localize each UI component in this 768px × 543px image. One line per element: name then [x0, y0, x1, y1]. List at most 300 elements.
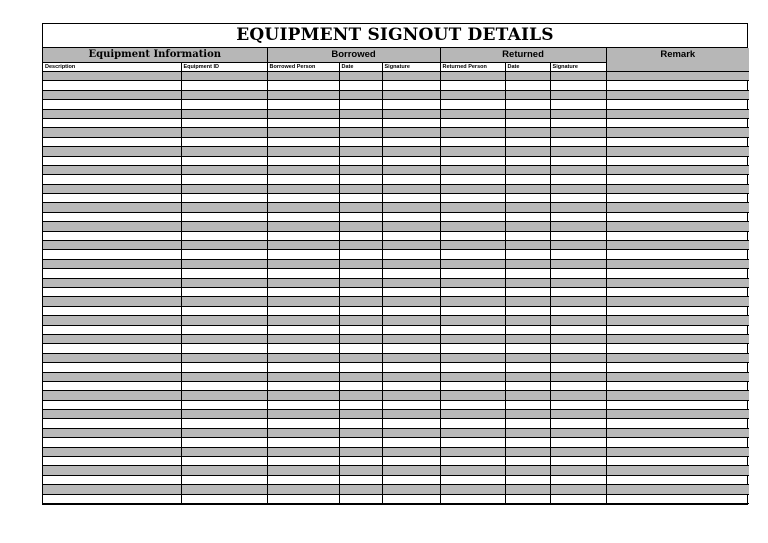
cell-returned-signature[interactable]	[550, 306, 606, 315]
cell-description[interactable]	[43, 457, 181, 466]
cell-remark[interactable]	[606, 175, 749, 184]
cell-borrowed-date[interactable]	[339, 231, 382, 240]
cell-equipment-id[interactable]	[181, 128, 267, 137]
cell-equipment-id[interactable]	[181, 316, 267, 325]
cell-equipment-id[interactable]	[181, 109, 267, 118]
cell-returned-date[interactable]	[505, 287, 550, 296]
cell-returned-date[interactable]	[505, 203, 550, 212]
cell-description[interactable]	[43, 325, 181, 334]
cell-returned-person[interactable]	[440, 494, 505, 503]
cell-description[interactable]	[43, 363, 181, 372]
cell-equipment-id[interactable]	[181, 428, 267, 437]
cell-borrowed-date[interactable]	[339, 438, 382, 447]
cell-borrowed-date[interactable]	[339, 128, 382, 137]
cell-borrowed-date[interactable]	[339, 297, 382, 306]
cell-equipment-id[interactable]	[181, 475, 267, 484]
cell-equipment-id[interactable]	[181, 269, 267, 278]
cell-borrowed-date[interactable]	[339, 466, 382, 475]
cell-returned-person[interactable]	[440, 400, 505, 409]
cell-returned-signature[interactable]	[550, 231, 606, 240]
cell-equipment-id[interactable]	[181, 118, 267, 127]
cell-remark[interactable]	[606, 485, 749, 494]
cell-borrowed-signature[interactable]	[382, 278, 440, 287]
cell-description[interactable]	[43, 438, 181, 447]
cell-borrowed-date[interactable]	[339, 100, 382, 109]
cell-borrowed-person[interactable]	[267, 297, 339, 306]
cell-returned-signature[interactable]	[550, 222, 606, 231]
cell-remark[interactable]	[606, 109, 749, 118]
cell-returned-date[interactable]	[505, 447, 550, 456]
cell-equipment-id[interactable]	[181, 363, 267, 372]
cell-description[interactable]	[43, 156, 181, 165]
cell-returned-signature[interactable]	[550, 485, 606, 494]
cell-borrowed-signature[interactable]	[382, 118, 440, 127]
cell-returned-date[interactable]	[505, 410, 550, 419]
cell-borrowed-signature[interactable]	[382, 334, 440, 343]
cell-returned-person[interactable]	[440, 156, 505, 165]
cell-borrowed-signature[interactable]	[382, 203, 440, 212]
cell-equipment-id[interactable]	[181, 175, 267, 184]
cell-returned-signature[interactable]	[550, 457, 606, 466]
cell-description[interactable]	[43, 165, 181, 174]
cell-returned-person[interactable]	[440, 175, 505, 184]
cell-returned-person[interactable]	[440, 269, 505, 278]
cell-remark[interactable]	[606, 212, 749, 221]
cell-borrowed-date[interactable]	[339, 475, 382, 484]
cell-borrowed-person[interactable]	[267, 137, 339, 146]
cell-returned-person[interactable]	[440, 306, 505, 315]
cell-borrowed-signature[interactable]	[382, 447, 440, 456]
cell-returned-person[interactable]	[440, 118, 505, 127]
cell-returned-person[interactable]	[440, 457, 505, 466]
cell-equipment-id[interactable]	[181, 100, 267, 109]
cell-borrowed-signature[interactable]	[382, 372, 440, 381]
cell-returned-person[interactable]	[440, 428, 505, 437]
cell-description[interactable]	[43, 184, 181, 193]
cell-borrowed-date[interactable]	[339, 325, 382, 334]
cell-returned-signature[interactable]	[550, 381, 606, 390]
cell-description[interactable]	[43, 466, 181, 475]
cell-returned-person[interactable]	[440, 241, 505, 250]
cell-returned-date[interactable]	[505, 147, 550, 156]
cell-description[interactable]	[43, 306, 181, 315]
cell-remark[interactable]	[606, 494, 749, 503]
cell-borrowed-date[interactable]	[339, 287, 382, 296]
cell-equipment-id[interactable]	[181, 90, 267, 99]
cell-borrowed-person[interactable]	[267, 128, 339, 137]
cell-borrowed-signature[interactable]	[382, 287, 440, 296]
cell-returned-signature[interactable]	[550, 165, 606, 174]
cell-returned-signature[interactable]	[550, 109, 606, 118]
cell-borrowed-date[interactable]	[339, 259, 382, 268]
cell-returned-date[interactable]	[505, 269, 550, 278]
cell-borrowed-date[interactable]	[339, 137, 382, 146]
cell-returned-date[interactable]	[505, 175, 550, 184]
cell-borrowed-signature[interactable]	[382, 381, 440, 390]
cell-description[interactable]	[43, 241, 181, 250]
cell-returned-date[interactable]	[505, 241, 550, 250]
cell-returned-date[interactable]	[505, 485, 550, 494]
cell-returned-date[interactable]	[505, 334, 550, 343]
cell-borrowed-signature[interactable]	[382, 419, 440, 428]
cell-equipment-id[interactable]	[181, 287, 267, 296]
cell-remark[interactable]	[606, 438, 749, 447]
cell-borrowed-signature[interactable]	[382, 494, 440, 503]
cell-description[interactable]	[43, 118, 181, 127]
cell-remark[interactable]	[606, 334, 749, 343]
cell-returned-date[interactable]	[505, 494, 550, 503]
cell-remark[interactable]	[606, 81, 749, 90]
cell-borrowed-signature[interactable]	[382, 147, 440, 156]
cell-borrowed-date[interactable]	[339, 250, 382, 259]
cell-returned-person[interactable]	[440, 334, 505, 343]
cell-borrowed-signature[interactable]	[382, 156, 440, 165]
cell-returned-person[interactable]	[440, 297, 505, 306]
cell-description[interactable]	[43, 278, 181, 287]
cell-returned-signature[interactable]	[550, 372, 606, 381]
cell-description[interactable]	[43, 109, 181, 118]
cell-borrowed-date[interactable]	[339, 372, 382, 381]
cell-borrowed-date[interactable]	[339, 109, 382, 118]
cell-equipment-id[interactable]	[181, 372, 267, 381]
cell-returned-signature[interactable]	[550, 100, 606, 109]
cell-equipment-id[interactable]	[181, 231, 267, 240]
cell-borrowed-person[interactable]	[267, 372, 339, 381]
cell-description[interactable]	[43, 81, 181, 90]
cell-returned-person[interactable]	[440, 212, 505, 221]
cell-returned-person[interactable]	[440, 381, 505, 390]
cell-remark[interactable]	[606, 278, 749, 287]
cell-returned-person[interactable]	[440, 410, 505, 419]
cell-description[interactable]	[43, 419, 181, 428]
cell-remark[interactable]	[606, 410, 749, 419]
cell-borrowed-person[interactable]	[267, 353, 339, 362]
cell-returned-signature[interactable]	[550, 316, 606, 325]
cell-returned-signature[interactable]	[550, 81, 606, 90]
cell-remark[interactable]	[606, 156, 749, 165]
cell-remark[interactable]	[606, 128, 749, 137]
cell-returned-date[interactable]	[505, 90, 550, 99]
cell-returned-signature[interactable]	[550, 400, 606, 409]
cell-borrowed-signature[interactable]	[382, 297, 440, 306]
cell-equipment-id[interactable]	[181, 400, 267, 409]
cell-returned-person[interactable]	[440, 278, 505, 287]
cell-returned-person[interactable]	[440, 231, 505, 240]
cell-borrowed-person[interactable]	[267, 316, 339, 325]
cell-equipment-id[interactable]	[181, 353, 267, 362]
cell-equipment-id[interactable]	[181, 241, 267, 250]
cell-returned-person[interactable]	[440, 90, 505, 99]
cell-returned-person[interactable]	[440, 165, 505, 174]
cell-equipment-id[interactable]	[181, 419, 267, 428]
cell-remark[interactable]	[606, 269, 749, 278]
cell-returned-date[interactable]	[505, 137, 550, 146]
cell-borrowed-signature[interactable]	[382, 466, 440, 475]
cell-borrowed-date[interactable]	[339, 494, 382, 503]
cell-equipment-id[interactable]	[181, 203, 267, 212]
cell-equipment-id[interactable]	[181, 81, 267, 90]
cell-remark[interactable]	[606, 353, 749, 362]
cell-returned-date[interactable]	[505, 109, 550, 118]
cell-borrowed-person[interactable]	[267, 118, 339, 127]
cell-equipment-id[interactable]	[181, 222, 267, 231]
cell-description[interactable]	[43, 147, 181, 156]
cell-returned-signature[interactable]	[550, 334, 606, 343]
cell-borrowed-signature[interactable]	[382, 428, 440, 437]
cell-equipment-id[interactable]	[181, 410, 267, 419]
cell-equipment-id[interactable]	[181, 147, 267, 156]
cell-borrowed-person[interactable]	[267, 194, 339, 203]
cell-returned-date[interactable]	[505, 250, 550, 259]
cell-borrowed-date[interactable]	[339, 485, 382, 494]
cell-borrowed-person[interactable]	[267, 212, 339, 221]
cell-returned-date[interactable]	[505, 363, 550, 372]
cell-equipment-id[interactable]	[181, 447, 267, 456]
cell-returned-person[interactable]	[440, 184, 505, 193]
cell-remark[interactable]	[606, 250, 749, 259]
cell-equipment-id[interactable]	[181, 494, 267, 503]
cell-equipment-id[interactable]	[181, 297, 267, 306]
cell-borrowed-person[interactable]	[267, 250, 339, 259]
cell-equipment-id[interactable]	[181, 466, 267, 475]
cell-borrowed-signature[interactable]	[382, 241, 440, 250]
cell-borrowed-signature[interactable]	[382, 100, 440, 109]
cell-remark[interactable]	[606, 457, 749, 466]
cell-borrowed-date[interactable]	[339, 344, 382, 353]
cell-equipment-id[interactable]	[181, 485, 267, 494]
cell-borrowed-person[interactable]	[267, 466, 339, 475]
cell-returned-person[interactable]	[440, 363, 505, 372]
cell-borrowed-person[interactable]	[267, 428, 339, 437]
cell-returned-person[interactable]	[440, 325, 505, 334]
cell-returned-signature[interactable]	[550, 438, 606, 447]
cell-remark[interactable]	[606, 137, 749, 146]
cell-returned-person[interactable]	[440, 353, 505, 362]
cell-borrowed-signature[interactable]	[382, 391, 440, 400]
cell-borrowed-person[interactable]	[267, 259, 339, 268]
cell-returned-person[interactable]	[440, 344, 505, 353]
cell-returned-person[interactable]	[440, 485, 505, 494]
cell-borrowed-date[interactable]	[339, 363, 382, 372]
cell-returned-date[interactable]	[505, 428, 550, 437]
cell-description[interactable]	[43, 175, 181, 184]
cell-borrowed-signature[interactable]	[382, 485, 440, 494]
cell-returned-date[interactable]	[505, 438, 550, 447]
cell-equipment-id[interactable]	[181, 457, 267, 466]
cell-returned-person[interactable]	[440, 372, 505, 381]
cell-borrowed-date[interactable]	[339, 334, 382, 343]
cell-returned-signature[interactable]	[550, 203, 606, 212]
cell-borrowed-signature[interactable]	[382, 250, 440, 259]
cell-equipment-id[interactable]	[181, 278, 267, 287]
cell-description[interactable]	[43, 391, 181, 400]
cell-borrowed-person[interactable]	[267, 184, 339, 193]
cell-returned-signature[interactable]	[550, 297, 606, 306]
cell-remark[interactable]	[606, 306, 749, 315]
cell-borrowed-person[interactable]	[267, 231, 339, 240]
cell-remark[interactable]	[606, 400, 749, 409]
cell-remark[interactable]	[606, 372, 749, 381]
cell-borrowed-person[interactable]	[267, 344, 339, 353]
cell-equipment-id[interactable]	[181, 325, 267, 334]
cell-remark[interactable]	[606, 203, 749, 212]
cell-returned-signature[interactable]	[550, 287, 606, 296]
cell-borrowed-date[interactable]	[339, 156, 382, 165]
cell-borrowed-person[interactable]	[267, 325, 339, 334]
cell-returned-person[interactable]	[440, 109, 505, 118]
cell-equipment-id[interactable]	[181, 334, 267, 343]
cell-borrowed-person[interactable]	[267, 363, 339, 372]
cell-borrowed-signature[interactable]	[382, 212, 440, 221]
cell-returned-date[interactable]	[505, 156, 550, 165]
cell-returned-person[interactable]	[440, 447, 505, 456]
cell-borrowed-signature[interactable]	[382, 175, 440, 184]
cell-returned-signature[interactable]	[550, 344, 606, 353]
cell-returned-person[interactable]	[440, 194, 505, 203]
cell-equipment-id[interactable]	[181, 306, 267, 315]
cell-borrowed-person[interactable]	[267, 100, 339, 109]
cell-borrowed-signature[interactable]	[382, 306, 440, 315]
cell-borrowed-person[interactable]	[267, 447, 339, 456]
cell-description[interactable]	[43, 428, 181, 437]
cell-remark[interactable]	[606, 447, 749, 456]
cell-borrowed-signature[interactable]	[382, 259, 440, 268]
cell-borrowed-signature[interactable]	[382, 438, 440, 447]
cell-returned-signature[interactable]	[550, 72, 606, 81]
cell-borrowed-person[interactable]	[267, 203, 339, 212]
cell-borrowed-date[interactable]	[339, 222, 382, 231]
cell-returned-date[interactable]	[505, 128, 550, 137]
cell-remark[interactable]	[606, 391, 749, 400]
cell-returned-person[interactable]	[440, 259, 505, 268]
cell-remark[interactable]	[606, 222, 749, 231]
cell-remark[interactable]	[606, 363, 749, 372]
cell-returned-date[interactable]	[505, 372, 550, 381]
cell-remark[interactable]	[606, 428, 749, 437]
cell-returned-date[interactable]	[505, 475, 550, 484]
cell-borrowed-person[interactable]	[267, 419, 339, 428]
cell-borrowed-date[interactable]	[339, 269, 382, 278]
cell-borrowed-signature[interactable]	[382, 363, 440, 372]
cell-description[interactable]	[43, 100, 181, 109]
cell-remark[interactable]	[606, 287, 749, 296]
cell-returned-person[interactable]	[440, 475, 505, 484]
cell-returned-signature[interactable]	[550, 325, 606, 334]
cell-remark[interactable]	[606, 184, 749, 193]
cell-borrowed-person[interactable]	[267, 400, 339, 409]
cell-remark[interactable]	[606, 381, 749, 390]
cell-description[interactable]	[43, 485, 181, 494]
cell-returned-signature[interactable]	[550, 259, 606, 268]
cell-returned-person[interactable]	[440, 419, 505, 428]
cell-borrowed-person[interactable]	[267, 156, 339, 165]
cell-returned-signature[interactable]	[550, 428, 606, 437]
cell-borrowed-date[interactable]	[339, 306, 382, 315]
cell-returned-person[interactable]	[440, 203, 505, 212]
cell-borrowed-date[interactable]	[339, 241, 382, 250]
cell-returned-signature[interactable]	[550, 241, 606, 250]
cell-returned-date[interactable]	[505, 72, 550, 81]
cell-borrowed-date[interactable]	[339, 165, 382, 174]
cell-borrowed-date[interactable]	[339, 72, 382, 81]
cell-borrowed-date[interactable]	[339, 457, 382, 466]
cell-borrowed-signature[interactable]	[382, 72, 440, 81]
cell-returned-person[interactable]	[440, 466, 505, 475]
cell-remark[interactable]	[606, 100, 749, 109]
cell-returned-date[interactable]	[505, 316, 550, 325]
cell-returned-signature[interactable]	[550, 184, 606, 193]
cell-returned-date[interactable]	[505, 381, 550, 390]
cell-description[interactable]	[43, 447, 181, 456]
cell-borrowed-person[interactable]	[267, 381, 339, 390]
cell-returned-person[interactable]	[440, 391, 505, 400]
cell-returned-signature[interactable]	[550, 212, 606, 221]
cell-borrowed-date[interactable]	[339, 90, 382, 99]
cell-returned-date[interactable]	[505, 100, 550, 109]
cell-returned-signature[interactable]	[550, 466, 606, 475]
cell-returned-signature[interactable]	[550, 363, 606, 372]
cell-equipment-id[interactable]	[181, 259, 267, 268]
cell-borrowed-date[interactable]	[339, 447, 382, 456]
cell-borrowed-signature[interactable]	[382, 109, 440, 118]
cell-returned-person[interactable]	[440, 250, 505, 259]
cell-borrowed-person[interactable]	[267, 222, 339, 231]
cell-borrowed-person[interactable]	[267, 438, 339, 447]
cell-returned-signature[interactable]	[550, 353, 606, 362]
cell-returned-signature[interactable]	[550, 391, 606, 400]
cell-description[interactable]	[43, 250, 181, 259]
cell-returned-signature[interactable]	[550, 447, 606, 456]
cell-returned-signature[interactable]	[550, 128, 606, 137]
cell-returned-date[interactable]	[505, 457, 550, 466]
cell-remark[interactable]	[606, 259, 749, 268]
cell-remark[interactable]	[606, 90, 749, 99]
cell-returned-person[interactable]	[440, 100, 505, 109]
cell-returned-date[interactable]	[505, 81, 550, 90]
cell-borrowed-signature[interactable]	[382, 344, 440, 353]
cell-remark[interactable]	[606, 72, 749, 81]
cell-borrowed-person[interactable]	[267, 269, 339, 278]
cell-description[interactable]	[43, 287, 181, 296]
cell-returned-date[interactable]	[505, 165, 550, 174]
cell-remark[interactable]	[606, 194, 749, 203]
cell-borrowed-signature[interactable]	[382, 316, 440, 325]
cell-borrowed-person[interactable]	[267, 81, 339, 90]
cell-borrowed-signature[interactable]	[382, 184, 440, 193]
cell-borrowed-date[interactable]	[339, 278, 382, 287]
cell-borrowed-date[interactable]	[339, 118, 382, 127]
cell-equipment-id[interactable]	[181, 212, 267, 221]
cell-returned-signature[interactable]	[550, 156, 606, 165]
cell-description[interactable]	[43, 72, 181, 81]
cell-borrowed-date[interactable]	[339, 184, 382, 193]
cell-borrowed-signature[interactable]	[382, 400, 440, 409]
cell-equipment-id[interactable]	[181, 72, 267, 81]
cell-description[interactable]	[43, 297, 181, 306]
cell-borrowed-person[interactable]	[267, 72, 339, 81]
cell-returned-date[interactable]	[505, 231, 550, 240]
cell-returned-signature[interactable]	[550, 269, 606, 278]
cell-remark[interactable]	[606, 325, 749, 334]
cell-borrowed-person[interactable]	[267, 306, 339, 315]
cell-returned-signature[interactable]	[550, 250, 606, 259]
cell-returned-person[interactable]	[440, 147, 505, 156]
cell-returned-signature[interactable]	[550, 410, 606, 419]
cell-borrowed-person[interactable]	[267, 485, 339, 494]
cell-borrowed-person[interactable]	[267, 165, 339, 174]
cell-returned-date[interactable]	[505, 222, 550, 231]
cell-returned-signature[interactable]	[550, 494, 606, 503]
